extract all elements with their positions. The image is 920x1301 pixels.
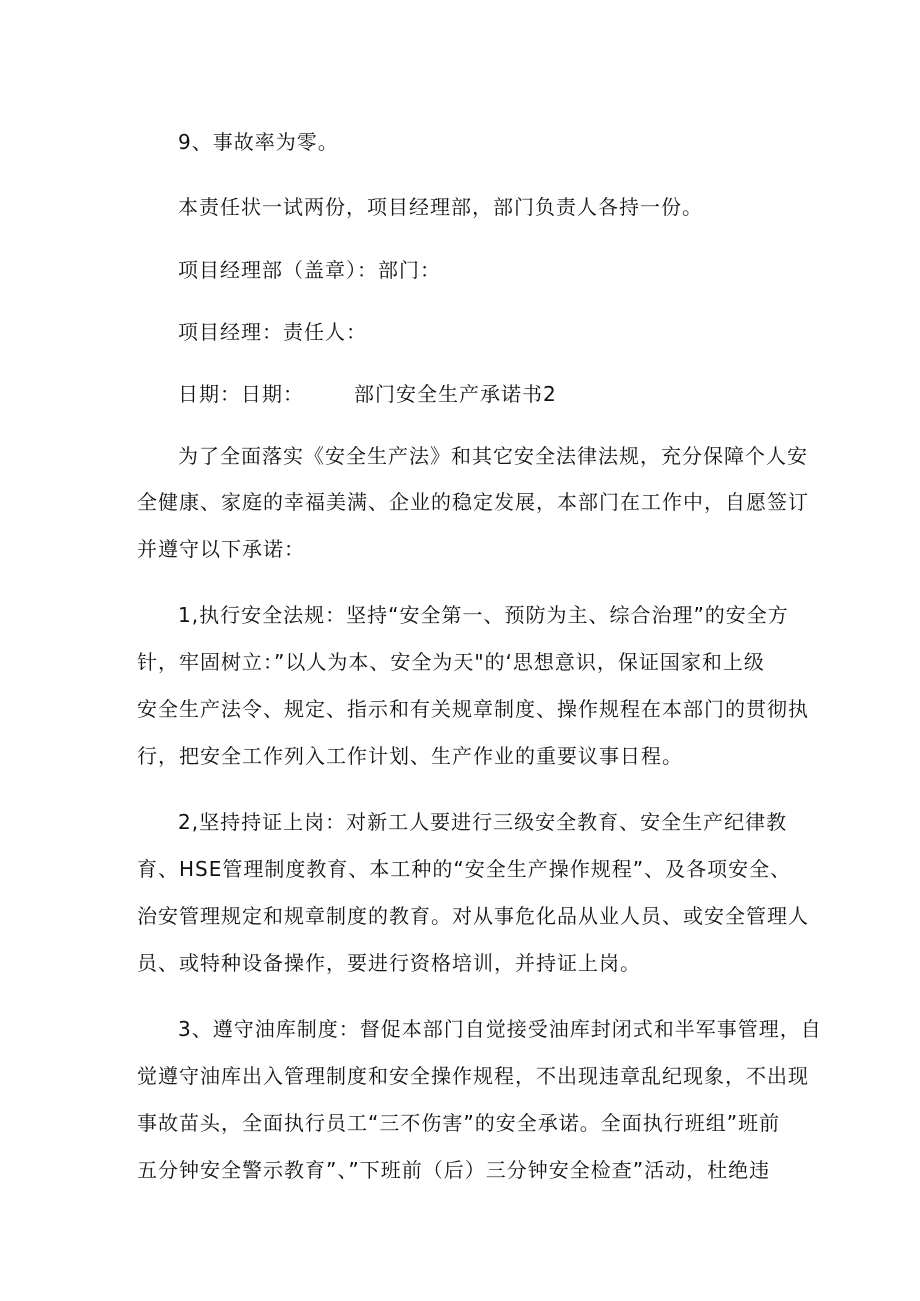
paragraph-2-line: 育、HSE管理制度教育、本工种的“安全生产操作规程”、及各项安全、: [137, 857, 792, 881]
intro-line: 并遵守以下承诺：: [137, 537, 305, 561]
paragraph-1-line: 1,执行安全法规：坚持“安全第一、预防为主、综合治理”的安全方: [178, 603, 789, 627]
paragraph-2-line: 2,坚持持证上岗：对新工人要进行三级安全教育、安全生产纪律教: [178, 810, 788, 834]
paragraph-3-line: 3、遵守油库制度：督促本部门自觉接受油库封闭式和半军事管理，自: [178, 1017, 822, 1041]
second-document-title: 部门安全生产承诺书2: [354, 382, 557, 406]
paragraph-3-line: 事故苗头，全面执行员工“三不伤害”的安全承诺。全面执行班组”班前: [137, 1111, 781, 1135]
paragraph-3-line: 五分钟安全警示教育”、”下班前（后）三分钟安全检查”活动，杜绝违: [137, 1158, 771, 1182]
item-9-line: 9、事故率为零。: [178, 130, 339, 154]
paragraph-1-line: 安全生产法令、规定、指示和有关规章制度、操作规程在本部门的贯彻执: [137, 697, 809, 721]
paragraph-1-line: 针，牢固树立：”以人为本、安全为天"的‘思想意识，保证国家和上级: [137, 650, 765, 674]
date-line: [178, 382, 557, 406]
date-labels: 日期：日期：: [178, 382, 304, 406]
paragraph-2-line: 治安管理规定和规章制度的教育。对从事危化品从业人员、或安全管理人: [137, 904, 809, 928]
intro-line: 为了全面落实《安全生产法》和其它安全法律法规，充分保障个人安: [178, 444, 808, 468]
copies-line: 本责任状一试两份，项目经理部，部门负责人各持一份。: [178, 195, 703, 219]
intro-line: 全健康、家庭的幸福美满、企业的稳定发展，本部门在工作中，自愿签订: [137, 490, 809, 514]
paragraph-2-line: 员、或特种设备操作，要进行资格培训，并持证上岗。: [137, 951, 641, 975]
signature-person-line: 项目经理：责任人：: [178, 320, 367, 344]
signature-department-line: 项目经理部（盖章）：部门：: [178, 258, 441, 282]
paragraph-1-line: 行，把安全工作列入工作计划、生产作业的重要议事日程。: [137, 744, 683, 768]
paragraph-3-line: 觉遵守油库出入管理制度和安全操作规程，不出现违章乱纪现象，不出现: [137, 1064, 809, 1088]
